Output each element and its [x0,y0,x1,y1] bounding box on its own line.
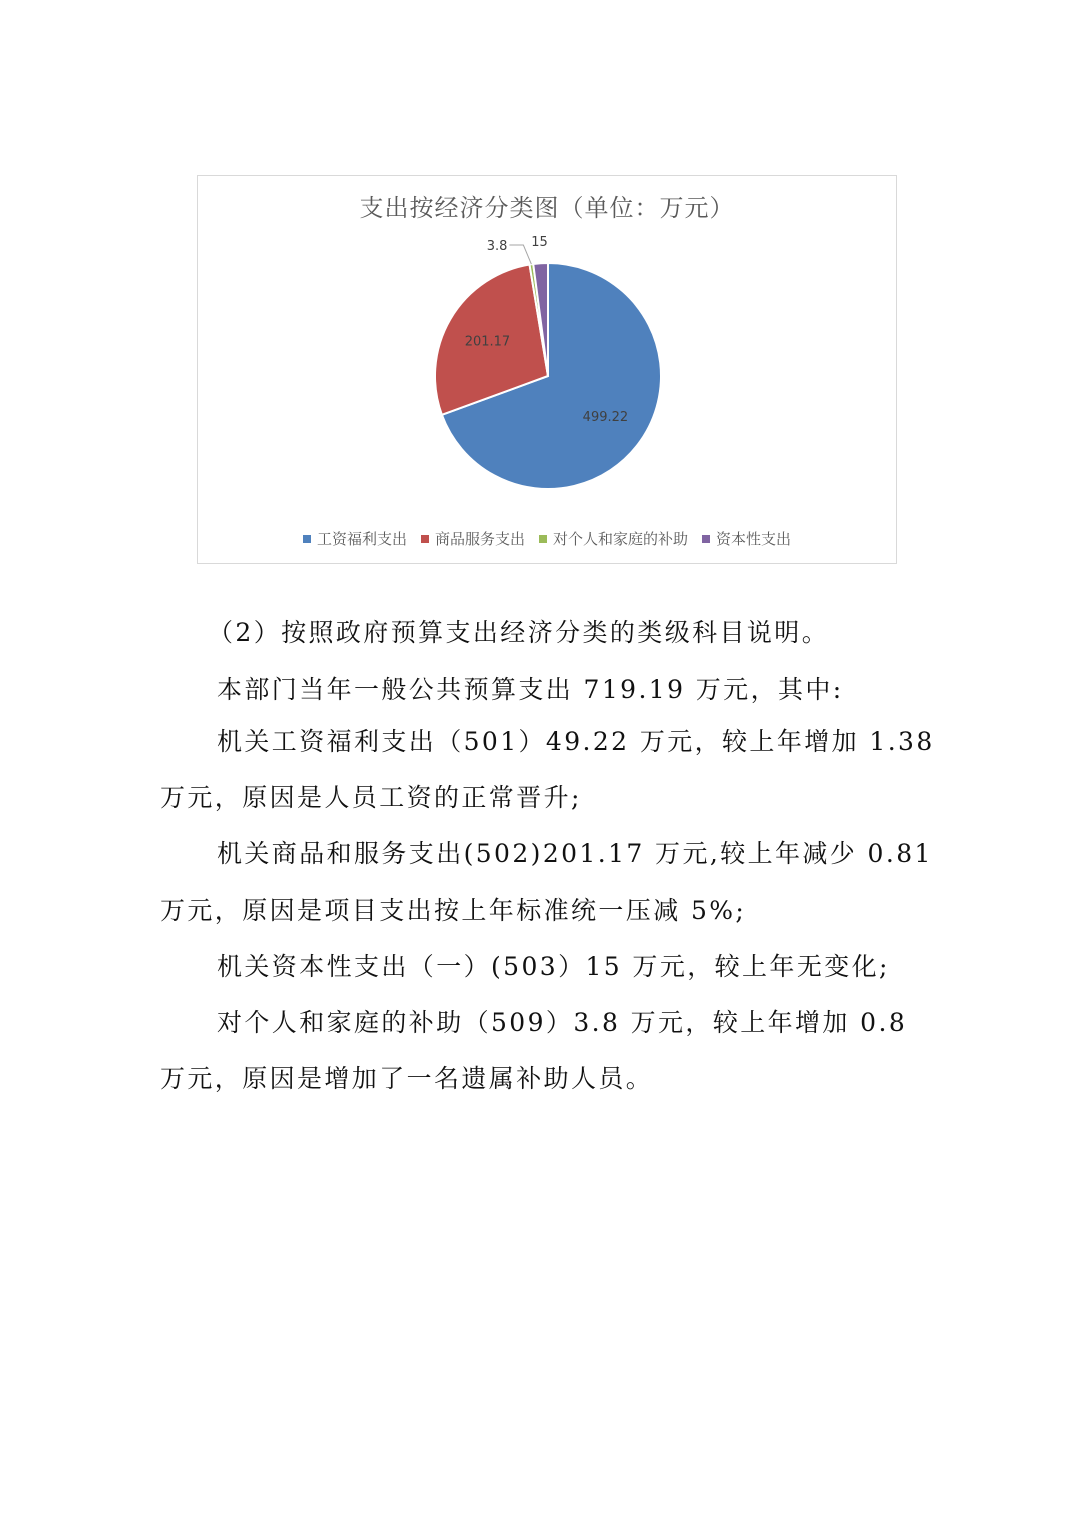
legend-label-salary: 工资福利支出 [316,530,407,548]
paragraph-total: 本部门当年一般公共预算支出 719.19 万元，其中: [217,675,844,704]
pie-chart-svg [198,176,898,565]
legend-item-capital [702,528,791,549]
legend-label-capital: 资本性支出 [716,530,792,548]
data-label-household-subsidy: 3.8 [486,239,508,254]
legend-item-salary [303,528,407,549]
legend-swatch-capital [702,535,710,543]
legend-swatch-goods-services [421,535,429,543]
legend-label-household-subsidy: 对个人和家庭的补助 [553,530,689,548]
legend-swatch-salary [303,535,311,543]
paragraph-salary-line2: 万元，原因是人员工资的正常晋升; [160,783,582,812]
legend-item-goods-services [421,528,525,549]
leader-line-household-subsidy [509,245,531,264]
chart-legend [198,528,896,549]
paragraph-goods-line1: 机关商品和服务支出(502)201.17 万元,较上年减少 0.81 [217,839,933,868]
pie-chart [197,175,897,564]
legend-swatch-household-subsidy [539,535,547,543]
paragraph-subsidy-line1: 对个人和家庭的补助（509）3.8 万元，较上年增加 0.8 [217,1008,908,1037]
chart-title: 支出按经济分类图（单位：万元） [359,194,735,222]
paragraph-goods-line2: 万元，原因是项目支出按上年标准统一压减 5%; [160,896,747,925]
data-label-capital: 15 [531,235,548,250]
paragraph-subsidy-line2: 万元，原因是增加了一名遗属补助人员。 [160,1064,654,1093]
legend-label-goods-services: 商品服务支出 [434,530,525,548]
paragraph-capital: 机关资本性支出（一）(503）15 万元，较上年无变化; [217,952,890,981]
paragraph-salary-line1: 机关工资福利支出（501）49.22 万元，较上年增加 1.38 [217,727,935,756]
data-label-salary: 499.22 [582,410,629,426]
data-label-goods-services: 201.17 [464,334,511,350]
legend-item-household-subsidy [539,528,688,549]
section-heading: （2）按照政府预算支出经济分类的类级科目说明。 [208,618,830,647]
